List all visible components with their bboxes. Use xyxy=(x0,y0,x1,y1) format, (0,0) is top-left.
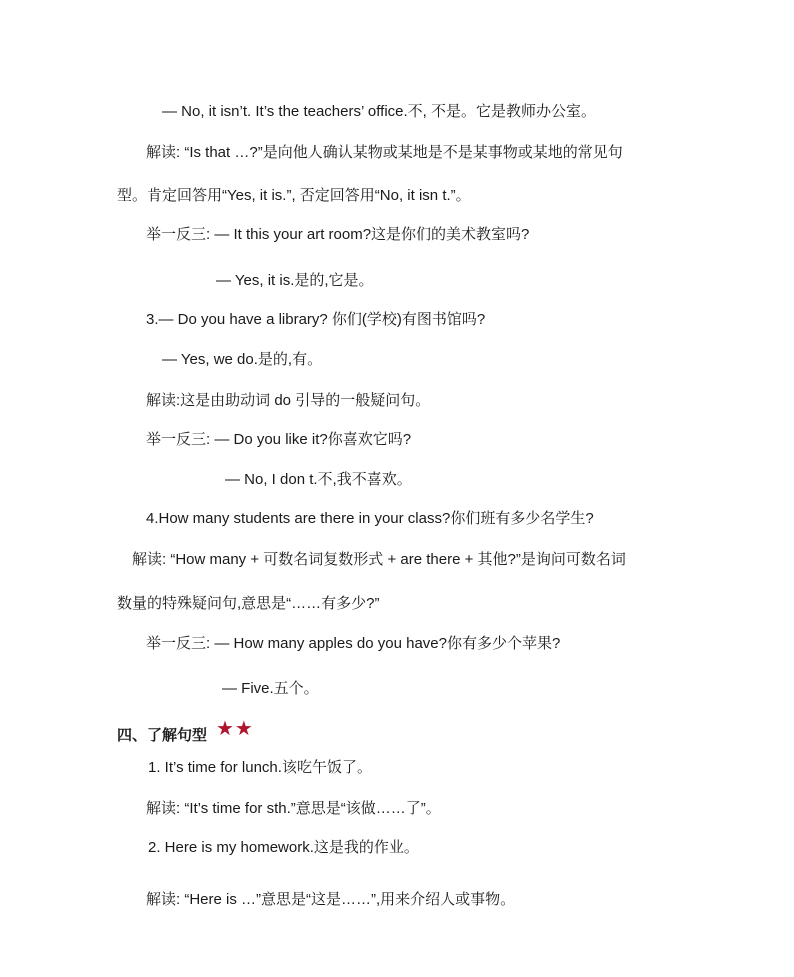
star-rating-icon: ★★ xyxy=(216,718,254,740)
answer-line: — No, it isn’t. It’s the teachers’ office.不, 不是。它是教师办公室。 xyxy=(162,103,596,120)
example-answer-line: — Yes, it is.是的,它是。 xyxy=(216,272,374,289)
explanation-continued-line: 型。肯定回答用“Yes, it is.”, 否定回答用“No, it isn t.”。 xyxy=(117,187,471,204)
section-heading: 四、了解句型 xyxy=(117,727,208,744)
sentence-3-line: 3.— Do you have a library? 你们(学校)有图书馆吗? xyxy=(146,311,486,328)
answer-line: — Yes, we do.是的,有。 xyxy=(162,351,323,368)
example-line: 举一反三: — It this your art room?这是你们的美术教室吗? xyxy=(146,226,530,243)
example-line: 举一反三: — Do you like it?你喜欢它吗? xyxy=(146,431,412,448)
explanation-continued-line: 数量的特殊疑问句,意思是“……有多少?” xyxy=(117,595,380,612)
explanation-line: 解读: “Is that …?”是向他人确认某物或某地是不是某事物或某地的常见句 xyxy=(146,144,623,161)
sentence-1-line: 1. It’s time for lunch.该吃午饭了。 xyxy=(148,759,372,776)
example-answer-line: — No, I don t.不,我不喜欢。 xyxy=(225,471,412,488)
example-line: 举一反三: — How many apples do you have?你有多少个苹果? xyxy=(146,635,561,652)
explanation-line: 解读: “Here is …”意思是“这是……”,用来介绍人或事物。 xyxy=(146,891,516,908)
sentence-2-line: 2. Here is my homework.这是我的作业。 xyxy=(148,839,419,856)
sentence-4-line: 4.How many students are there in your class?你们班有多少名学生? xyxy=(146,510,594,527)
explanation-line: 解读:这是由助动词 do 引导的一般疑问句。 xyxy=(146,392,431,409)
example-answer-line: — Five.五个。 xyxy=(222,680,319,697)
explanation-line: 解读: “It’s time for sth.”意思是“该做……了”。 xyxy=(146,800,441,817)
explanation-line: 解读: “How many + 可数名词复数形式 + are there + 其他?”是询问可数名词 xyxy=(132,551,626,568)
